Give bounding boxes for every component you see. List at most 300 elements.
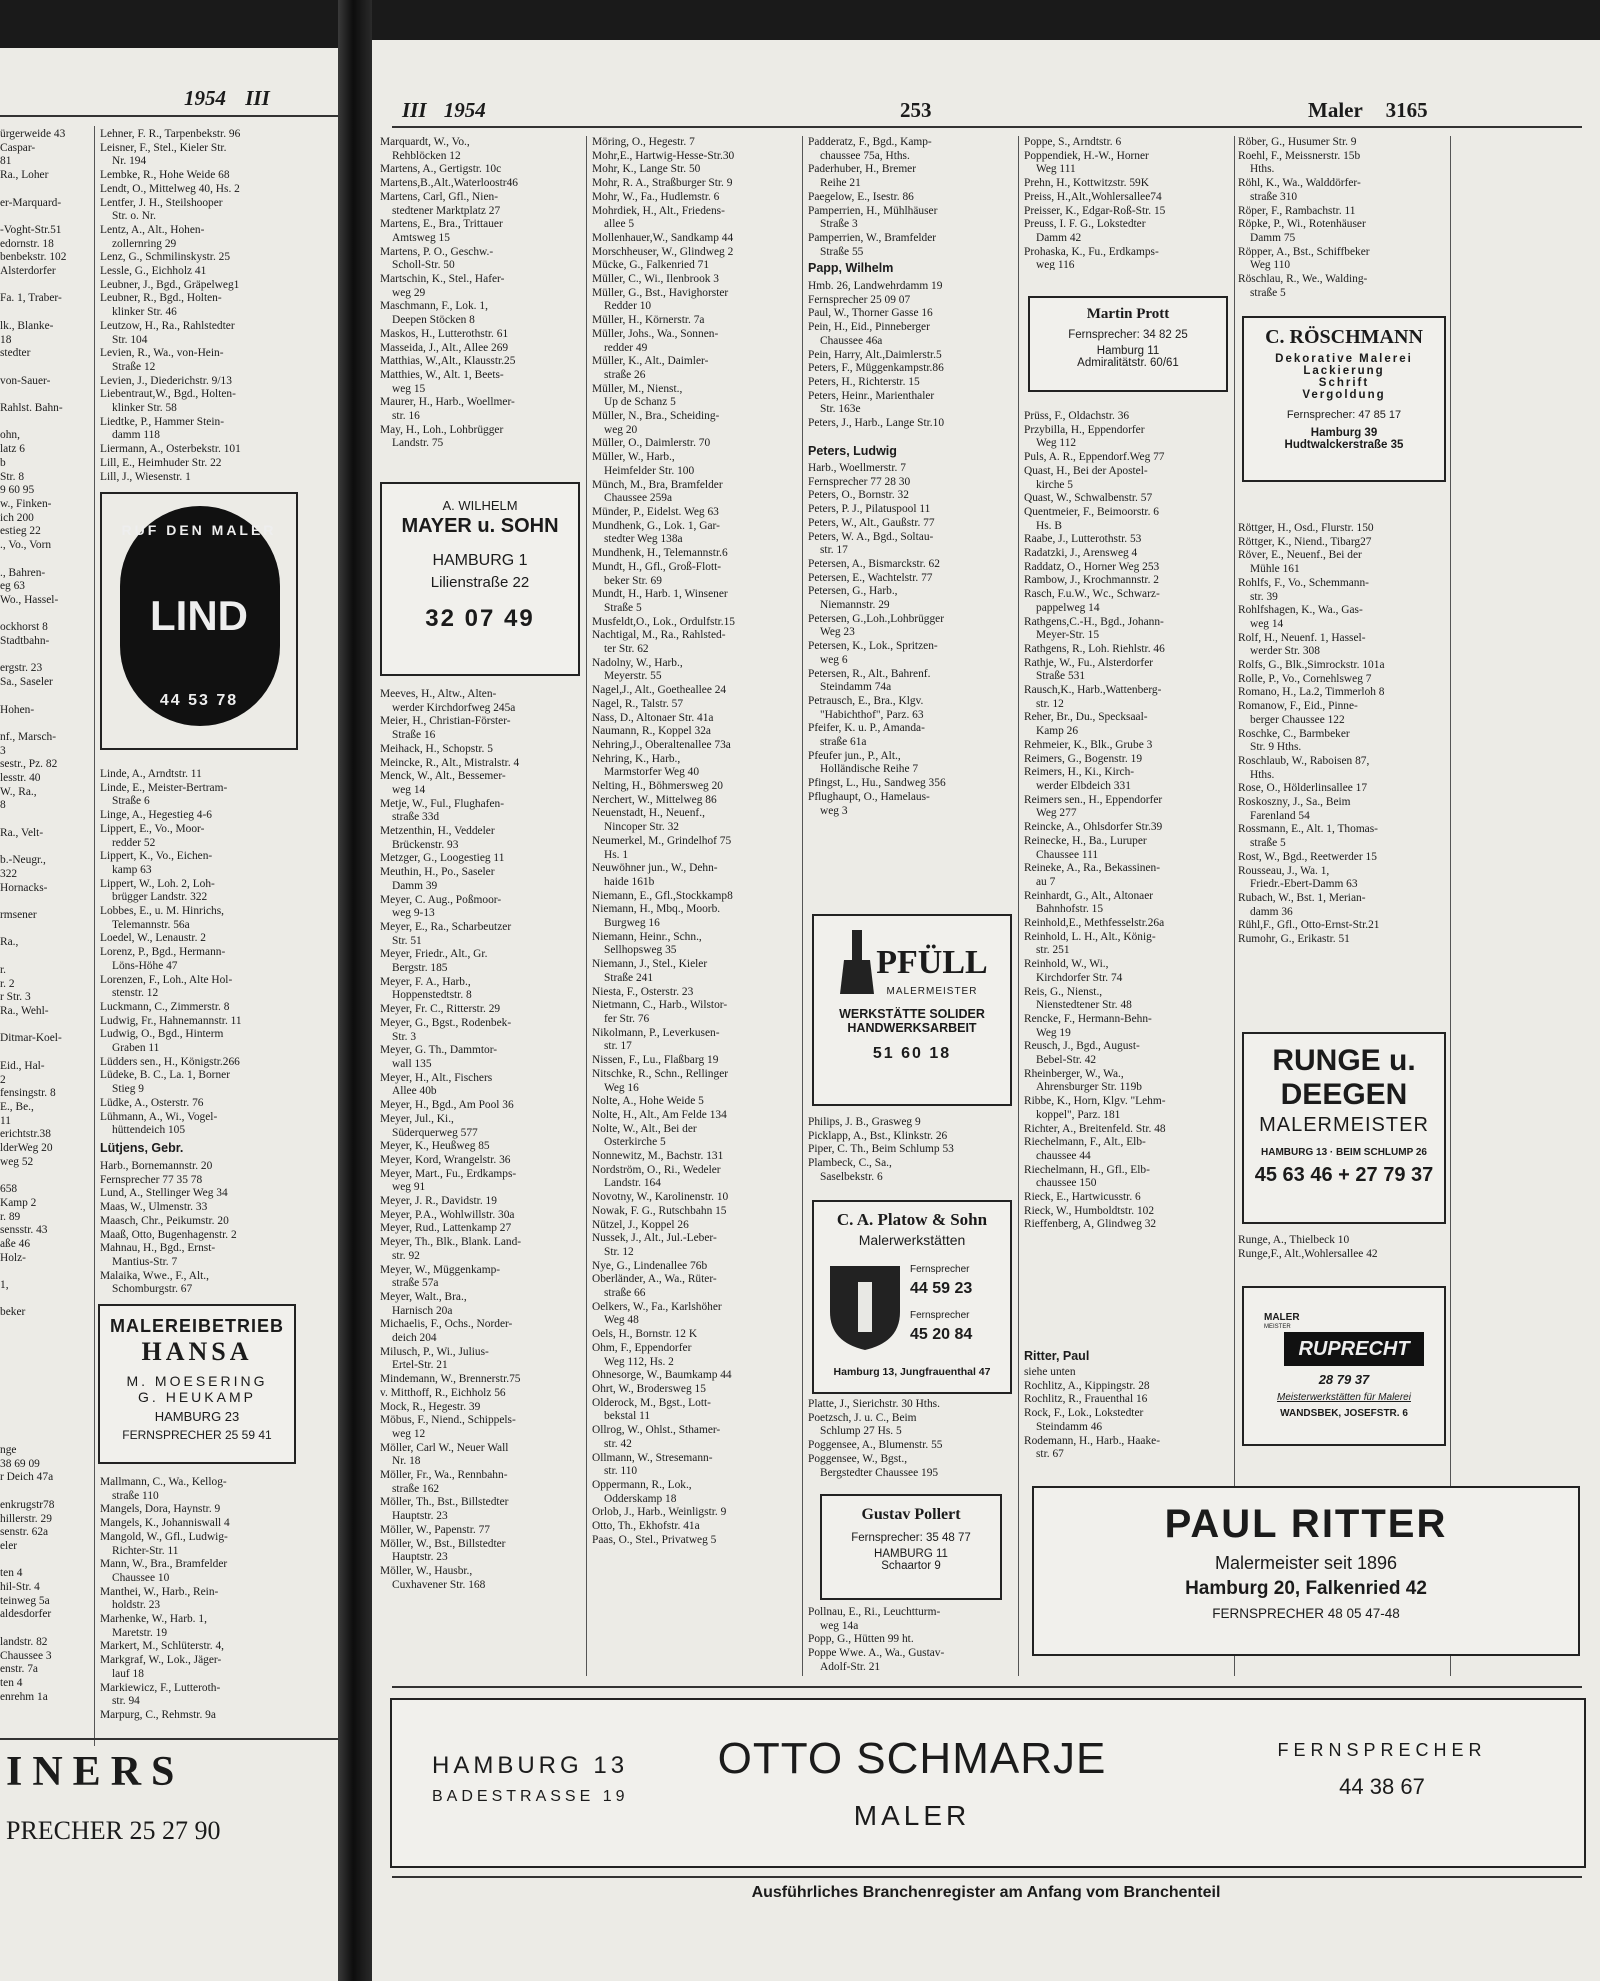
directory-entry: lauf 18 [112,1667,144,1680]
directory-column-platte [808,1398,1016,1484]
column-rule [94,126,95,1746]
header-trade: Maler [1308,98,1363,122]
directory-entry [0,813,92,827]
directory-entry: Meyer, Rud., Lattenkamp 27 [380,1222,512,1235]
directory-entry: Roskoszny, J., Sa., Beim [1238,796,1351,809]
directory-entry: Ohrt, W., Brodersweg 15 [592,1382,706,1395]
directory-entry: Meyer, K., Heußweg 85 [380,1140,490,1153]
directory-entry: Pein, Harry, Alt.,Daimlerstr.5 [808,348,942,361]
directory-entry: Nelting, H., Böhmersweg 20 [592,780,723,793]
directory-entry: Röpper, A., Bst., Schiffbeker [1238,245,1370,258]
directory-entry: Liebentraut,W., Bgd., Holten- [100,388,236,401]
directory-entry: Manthei, W., Harb., Rein- [100,1585,219,1598]
directory-entry: Petersen, E., Wachtelstr. 77 [808,571,933,584]
directory-entry: Martens,B.,Alt.,Waterloostr46 [380,177,518,190]
directory-entry: lk., Blanke- [0,319,54,332]
directory-entry: Nissen, F., Lu., Flaßbarg 19 [592,1054,719,1067]
directory-entry: er-Marquard- [0,196,62,209]
directory-entry: Nincoper Str. 32 [604,821,679,834]
directory-entry: Peters, W. A., Bgd., Soltau- [808,530,934,543]
directory-entry: beker [0,1306,26,1319]
directory-entry: Straße 55 [820,245,864,258]
pfull-line2: HANDWERKSARBEIT [847,1021,977,1035]
directory-entry: weg 29 [392,286,426,299]
directory-entry: Peters, Heinr., Marienthaler [808,389,935,402]
header-rule [392,126,1582,128]
directory-entry: weg 12 [392,1427,426,1440]
directory-entry: Pfeufer jun., P., Alt., [808,749,901,762]
directory-entry: b.-Neugr., [0,854,46,867]
directory-entry [0,553,92,567]
directory-entry: Maasch, Chr., Peikumstr. 20 [100,1214,229,1227]
directory-entry: Peters, P. J., Pilatuspool 11 [808,503,931,516]
directory-entry: haide 161b [604,875,655,888]
directory-entry: Str. o. Nr. [112,210,156,223]
directory-entry: Paas, O., Stel., Privatweg 5 [592,1533,717,1546]
directory-entry: Müller, C., Wi., Ilenbrook 3 [592,273,720,286]
directory-entry: Leubner, J., Bgd., Gräpelweg1 [100,278,240,291]
directory-entry: Fernsprecher 77 35 78 [100,1173,203,1186]
right-header-left [402,98,486,123]
directory-entry: Rathgens,C.-H., Bgd., Johann- [1024,615,1164,628]
directory-column-marquardt [380,136,584,456]
directory-entry: Lüdders sen., H., Königstr.266 [100,1055,240,1068]
directory-entry: Poppe, S., Arndtstr. 6 [1024,136,1122,148]
directory-entry: Kamp 2 [0,1196,37,1209]
directory-entry: Meuthin, H., Po., Saseler [380,866,495,879]
directory-entry: Hths. [1250,768,1275,781]
directory-entry: Meyer, G. Th., Dammtor- [380,1044,498,1057]
directory-entry: Schlump 27 Hs. 5 [820,1425,902,1438]
directory-entry: Platte, J., Sierichstr. 30 Hths. [808,1398,940,1410]
directory-entry: Röhl, K., Wa., Walddörfer- [1238,177,1361,190]
directory-entry: Meyer, P.A., Wohlwillstr. 30a [380,1208,515,1221]
directory-entry: Michaelis, F., Ochs., Norder- [380,1318,513,1331]
directory-entry: Petersen, G., Harb., [808,585,898,598]
directory-entry: straße 33d [392,811,440,824]
directory-entry: Liedtke, P., Hammer Stein- [100,415,225,428]
directory-entry: Straße 16 [392,729,436,742]
directory-entry: redder 49 [604,341,648,354]
directory-entry: Runge,F., Alt.,Wohlersallee 42 [1238,1247,1378,1260]
directory-entry [0,690,92,704]
directory-entry: Marpurg, C., Rehmstr. 9a [100,1708,216,1721]
schmarje-name: OTTO SCHMARJE [717,1734,1107,1783]
directory-entry: Mühle 161 [1250,563,1300,576]
directory-entry: Osterkirche 5 [604,1136,666,1149]
directory-entry: Rheinberger, W., Wa., [1024,1067,1124,1080]
directory-entry: Straße 3 [820,218,858,231]
directory-column-philips [808,1116,1016,1188]
directory-entry: str. 17 [604,1040,632,1053]
directory-entry: Cuxhavener Str. 168 [392,1578,486,1591]
directory-entry: "Habichthof", Parz. 63 [820,708,924,721]
directory-entry: straße 5 [1250,837,1286,850]
directory-entry: Roehl, F., Meissnerstr. 15b [1238,149,1361,162]
ruprecht-phone: 28 79 37 [1318,1372,1370,1387]
directory-entry: Plambeck, C., Sa., [808,1157,892,1170]
directory-entry: Maaß, Otto, Bugenhagenstr. 2 [100,1228,237,1241]
directory-entry: Mohrdiek, H., Alt., Friedens- [592,204,725,217]
directory-entry [0,1622,92,1636]
footer-rule [392,1876,1582,1878]
directory-entry: Petrausch, E., Bra., Klgv. [808,694,924,707]
directory-entry: Markert, M., Schlüterstr. 4, [100,1640,225,1653]
platow-phone2: 45 20 84 [910,1326,973,1343]
directory-entry: Lühmann, A., Wi., Vogel- [100,1110,218,1123]
directory-entry: stedtener Marktplatz 27 [392,204,501,217]
directory-entry: Rieck, W., Humboldtstr. 102 [1024,1204,1155,1217]
directory-entry: Bergstedter Chaussee 195 [820,1466,939,1479]
directory-entry: 3 [0,744,6,757]
directory-column-moering [592,136,800,1681]
directory-entry: Röttger, H., Osd., Flurstr. 150 [1238,522,1374,534]
directory-entry: Lippert, E., Vo., Moor- [100,822,205,835]
ruprecht-sub: MEISTER [1264,1324,1291,1330]
directory-entry: Quast, W., Schwalbenstr. 57 [1024,492,1153,505]
directory-entry: E., Be., [0,1100,34,1113]
directory-entry: Metzenthin, H., Veddeler [380,825,495,838]
directory-entry: straße 162 [392,1482,440,1495]
directory-entry: Brückenstr. 93 [392,838,459,851]
directory-entry: weg 6 [820,653,848,666]
directory-entry: deich 204 [392,1332,437,1345]
directory-entry [0,1265,92,1279]
directory-entry [0,388,92,402]
directory-entry [0,1554,92,1568]
directory-entry: Chaussee 10 [112,1571,170,1584]
directory-entry: straße 5 [1250,286,1286,299]
schmarje-left1: HAMBURG 13 [432,1752,629,1779]
directory-entry: Nehring,J., Oberaltenallee 73a [592,738,731,751]
directory-entry: Nonnewitz, M., Bachstr. 131 [592,1150,724,1163]
directory-entry: straße 66 [604,1287,646,1300]
runge-address: HAMBURG 13 · BEIM SCHLUMP 26 [1261,1147,1427,1158]
platow-f2: Fernsprecher [910,1310,970,1321]
directory-entry: Picklapp, A., Bst., Klinkstr. 26 [808,1129,948,1142]
directory-entry: Rausch,K., Harb.,Wattenberg- [1024,684,1162,697]
directory-entry: Mundt, H., Gfl., Groß-Flott- [592,560,722,573]
directory-entry: Weg 48 [604,1314,639,1327]
directory-entry: Novotny, W., Karolinenstr. 10 [592,1191,729,1204]
directory-entry: Runge, A., Thielbeck 10 [1238,1234,1350,1246]
directory-entry: Rossmann, E., Alt. 1, Thomas- [1238,823,1378,836]
directory-column-roettger [1238,522,1450,1012]
directory-entry [0,210,92,224]
directory-entry: Weg 112 [1036,437,1077,450]
directory-entry: Mock, R., Hegestr. 39 [380,1400,481,1413]
directory-entry: Mangold, W., Gfl., Ludwig- [100,1530,228,1543]
directory-entry: Meyer, F. A., Harb., [380,975,471,988]
directory-entry: str. 39 [1250,590,1278,603]
platow-sub: Malerwerkstätten [858,1232,966,1248]
directory-entry: Alsterdorfer [0,265,56,278]
directory-entry: enrehm 1a [0,1690,48,1703]
directory-entry: redder 52 [112,836,156,849]
directory-entry: Ra., Wehl- [0,1005,49,1017]
ad-ruprecht [1242,1286,1446,1446]
directory-entry: Bebel-Str. 42 [1036,1054,1097,1067]
directory-entry: str. 92 [392,1249,420,1262]
directory-entry: Müller, K., Alt., Daimler- [592,355,709,368]
directory-entry: 11 [0,1114,11,1127]
directory-entry: Lentfer, J. H., Steilshooper [100,196,223,209]
column-rule [586,136,587,1676]
hansa-owner1: M. MOESERING [126,1373,268,1389]
directory-entry: Richter, A., Breitenfeld. Str. 48 [1024,1122,1166,1135]
directory-entry: Reihe 21 [820,177,861,190]
ad-mayer [380,482,580,676]
directory-entry: ich 200 [0,511,34,524]
directory-entry: Rieck, E., Hartwicusstr. 6 [1024,1191,1141,1204]
directory-entry: Rock, F., Lok., Lokstedter [1024,1407,1144,1420]
directory-entry: Heimfelder Str. 100 [604,464,695,477]
directory-entry: Reinhardt, G., Alt., Altonaer [1024,889,1154,902]
directory-entry: Chaussee 3 [0,1649,52,1662]
mayer-line2: MAYER u. SOHN [401,515,559,537]
directory-entry: Otto, Th., Ekhofstr. 41a [592,1520,700,1533]
directory-entry: Nienstedtener Str. 48 [1036,999,1132,1012]
left-page-header [184,86,270,111]
directory-entry: Röttger, K., Niend., Tibarg27 [1238,535,1372,548]
page-number: 253 [900,98,932,122]
directory-entry: Rousseau, J., Wa. 1, [1238,864,1330,877]
directory-entry: r Str. 3 [0,991,31,1004]
header-roman: III [402,98,427,122]
directory-entry: Mahnau, H., Bgd., Ernst- [100,1242,216,1255]
directory-entry: Saselbekstr. 6 [820,1170,883,1183]
ad-rule [0,1738,338,1740]
directory-entry: Scholl-Str. 50 [392,259,455,272]
directory-entry: weg 3 [820,804,848,817]
directory-entry: Holz- [0,1251,26,1264]
directory-entry [0,183,92,197]
directory-entry: Nützel, J., Koppel 26 [592,1218,689,1231]
left-ad-name: INERS [6,1749,185,1795]
directory-column-roeber [1238,136,1450,302]
hansa-phone: FERNSPRECHER 25 59 41 [122,1428,272,1442]
directory-entry: Damm 42 [1036,231,1082,244]
directory-entry: Menck, W., Alt., Bessemer- [380,770,506,783]
directory-entry: Mohr, K., Lange Str. 50 [592,163,701,176]
entry-bold-ritter: Ritter, Paul [1024,1350,1090,1363]
directory-entry: Meyer, Fr. C., Ritterstr. 29 [380,1003,501,1016]
directory-entry: hüttendeich 105 [112,1124,186,1137]
directory-entry: Weg 111 [1036,163,1076,176]
directory-entry: Meyer, Jul., Ki., [380,1112,454,1125]
directory-entry: str. 110 [604,1465,638,1478]
directory-entry: Padderatz, F., Bgd., Kamp- [808,136,932,148]
directory-entry: Rohlfshagen, K., Wa., Gas- [1238,604,1363,617]
directory-entry: nge [0,1444,17,1456]
directory-entry: Ahrensburger Str. 119b [1036,1081,1142,1094]
directory-entry: 18 [0,333,12,346]
directory-entry: erichtstr.38 [0,1128,51,1141]
directory-entry: ten 4 [0,1676,23,1689]
directory-entry: Meyer, H., Bgd., Am Pool 36 [380,1099,514,1112]
directory-entry: Löns-Höhe 47 [112,959,178,972]
mayer-line1: A. WILHELM [442,498,518,513]
directory-entry: r. 89 [0,1210,21,1223]
directory-entry: Paderhuber, H., Bremer [808,163,917,176]
directory-entry [0,361,92,375]
directory-entry [0,1046,92,1060]
directory-entry: Süderquerweg 577 [392,1126,478,1139]
directory-entry: Stadtbahn- [0,635,50,648]
directory-entry: Peters, F., Müggenkampstr.86 [808,362,944,375]
directory-entry: Möbus, F., Niend., Schippels- [380,1414,516,1427]
ad-paul-ritter [1032,1486,1580,1656]
directory-entry: 1, [0,1279,9,1292]
directory-entry: klinker Str. 46 [112,306,177,319]
left-strip-column [0,128,92,1428]
directory-entry: Meyer, J. R., Davidstr. 19 [380,1195,497,1208]
directory-entry: Lorenz, P., Bgd., Hermann- [100,946,226,959]
directory-entry: Lenz, G., Schmilinskystr. 25 [100,251,231,264]
directory-entry: Matthies, W., Alt. 1, Beets- [380,368,504,381]
directory-entry: berger Chaussee 122 [1250,713,1345,726]
prott-phone: Fernsprecher: 34 82 25 [1068,329,1188,341]
directory-entry: Reinhold, W., Wi., [1024,958,1109,971]
pollert-city: HAMBURG 11 [874,1548,948,1560]
directory-entry: Rolle, P., Vo., Cornehlsweg 7 [1238,672,1372,685]
roeschmann-street: Hudtwalckerstraße 35 [1284,439,1404,451]
directory-entry: weg 116 [1036,259,1075,270]
roeschmann-l3: Schrift [1318,377,1370,389]
directory-entry: 322 [0,867,18,880]
pfull-phone: 51 60 18 [872,1045,952,1062]
directory-entry: straße 57a [392,1277,439,1290]
ad-pollert [820,1494,1002,1600]
directory-entry: ten 4 [0,1567,23,1580]
directory-entry: Meyer, Walt., Bra., [380,1290,467,1303]
directory-entry: Hauptstr. 23 [392,1551,448,1564]
directory-entry: enstr. 7a [0,1663,38,1676]
directory-entry: Mantius-Str. 7 [112,1255,178,1268]
directory-entry: weg 20 [604,423,638,436]
directory-entry: Popp, G., Hütten 99 ht. [808,1633,914,1646]
directory-entry: Meihack, H., Schopstr. 5 [380,742,493,755]
directory-entry: Poppendiek, H.-W., Horner [1024,149,1149,162]
directory-entry: Mohr,E., Hartwig-Hesse-Str.30 [592,149,735,162]
directory-entry: Rencke, F., Hermann-Behn- [1024,1012,1152,1025]
directory-entry: Nr. 18 [392,1455,421,1468]
directory-entry: Peters, H., Richterstr. 15 [808,375,920,388]
directory-entry: Quast, H., Bei der Apostel- [1024,464,1148,477]
header-roman: III [245,86,270,110]
ad-prott [1028,296,1228,392]
directory-entry: weg 14a [820,1619,859,1632]
directory-entry: Caspar- [0,141,36,154]
directory-entry: weg 14 [1250,617,1284,630]
directory-entry: str. 67 [1036,1448,1064,1461]
directory-entry: Rochlitz, A., Kippingstr. 28 [1024,1379,1150,1392]
directory-entry: werder Elbdeich 331 [1036,779,1131,792]
directory-entry: str. 17 [820,544,848,557]
directory-entry [0,649,92,663]
directory-entry: Ra., [0,936,19,949]
directory-entry: Straße 241 [604,971,654,984]
directory-entry: Pfeifer, K. u. P., Amanda- [808,722,925,735]
hansa-owner2: G. HEUKAMP [138,1389,256,1405]
directory-entry: Raddatz, O., Horner Weg 253 [1024,560,1160,573]
directory-entry: Str. 104 [112,333,148,346]
directory-entry: Str. 12 [604,1245,634,1258]
directory-entry [0,306,92,320]
directory-entry: latz 6 [0,443,25,456]
directory-entry: Hmb. 26, Landwehrdamm 19 [808,280,943,292]
directory-entry: Möring, O., Hegestr. 7 [592,136,695,148]
directory-entry: Paul, W., Thorner Gasse 16 [808,307,933,320]
directory-entry: Riechelmann, H., Gfl., Elb- [1024,1163,1150,1176]
directory-entry: Martschin, K., Stel., Hafer- [380,273,505,286]
directory-entry [0,1019,92,1033]
directory-entry: Mücke, G., Falkenried 71 [592,259,710,272]
directory-entry: Linge, A., Hegestieg 4-6 [100,809,212,822]
directory-entry [0,841,92,855]
directory-entry: Reinhold, L. H., Alt., König- [1024,930,1156,943]
directory-entry: stedter [0,347,31,360]
directory-entry: Landstr. 164 [604,1177,661,1190]
directory-entry: Levien, R., Wa., von-Hein- [100,347,224,360]
directory-entry: Marhenke, W., Harb. 1, [100,1613,207,1626]
mayer-city: HAMBURG 1 [432,552,528,569]
directory-entry: Martens, E., Bra., Trittauer [380,218,503,231]
directory-entry: kirche 5 [1036,478,1074,491]
ruprecht-name: RUPRECHT [1284,1332,1424,1366]
directory-entry: Preisser, K., Edgar-Roß-Str. 15 [1024,204,1166,217]
directory-entry: Harb., Woellmerstr. 7 [808,462,906,474]
directory-entry: Nr. 194 [112,155,147,168]
directory-entry [0,1169,92,1183]
directory-entry: Philips, J. B., Grasweg 9 [808,1116,921,1128]
directory-entry: Möller, Carl W., Neuer Wall [380,1441,509,1454]
directory-entry: Meyer, H., Alt., Fischers [380,1071,493,1084]
directory-entry: Riechelmann, F., Alt., Elb- [1024,1136,1146,1149]
directory-entry: 2 [0,1073,6,1086]
directory-entry: Müller, M., Nienst., [592,382,683,395]
directory-entry: Str. 163e [820,403,861,416]
directory-entry: koppel", Parz. 181 [1036,1108,1121,1121]
directory-entry: Telemannstr. 56a [112,918,190,931]
directory-entry: bekstal 11 [604,1410,651,1423]
directory-entry: Poppe Wwe. A., Wa., Gustav- [808,1647,945,1660]
directory-entry: Meier, H., Christian-Förster- [380,715,511,728]
directory-entry: str. 251 [1036,944,1070,957]
directory-entry: Lendt, O., Mittelweg 40, Hs. 2 [100,182,240,195]
directory-entry: Müller, G., Bst., Havighorster [592,286,729,299]
directory-entry: r. [0,963,7,976]
directory-entry: weg 15 [392,382,426,395]
directory-entry: Schomburgstr. 67 [112,1283,193,1296]
directory-entry: Fa. 1, Traber- [0,292,62,305]
footer-note: Ausführliches Branchenregister am Anfang vom Branchenteil [751,1884,1221,1901]
directory-entry: Reinecke, H., Ba., Luruper [1024,834,1147,847]
directory-entry: weg 91 [392,1181,426,1194]
directory-entry: Rehmeier, K., Blk., Grube 3 [1024,738,1153,751]
directory-column-meeves [380,688,584,1678]
directory-entry: Lobbes, E., u. M. Hinrichs, [100,905,225,918]
roeschmann-phone: Fernsprecher: 47 85 17 [1286,409,1402,421]
directory-entry: ürgerweide 43 [0,128,66,140]
directory-entry: chaussee 150 [1036,1177,1097,1190]
directory-entry: Lüdke, A., Osterstr. 76 [100,1096,204,1109]
directory-entry: Puls, A. R., Eppendorf.Weg 77 [1024,451,1165,464]
directory-entry: Liermann, A., Osterbekstr. 101 [100,443,241,456]
directory-entry: Chaussee 259a [604,492,673,505]
directory-entry: eler [0,1539,18,1552]
directory-entry: Ollmann, W., Stresemann- [592,1451,713,1464]
